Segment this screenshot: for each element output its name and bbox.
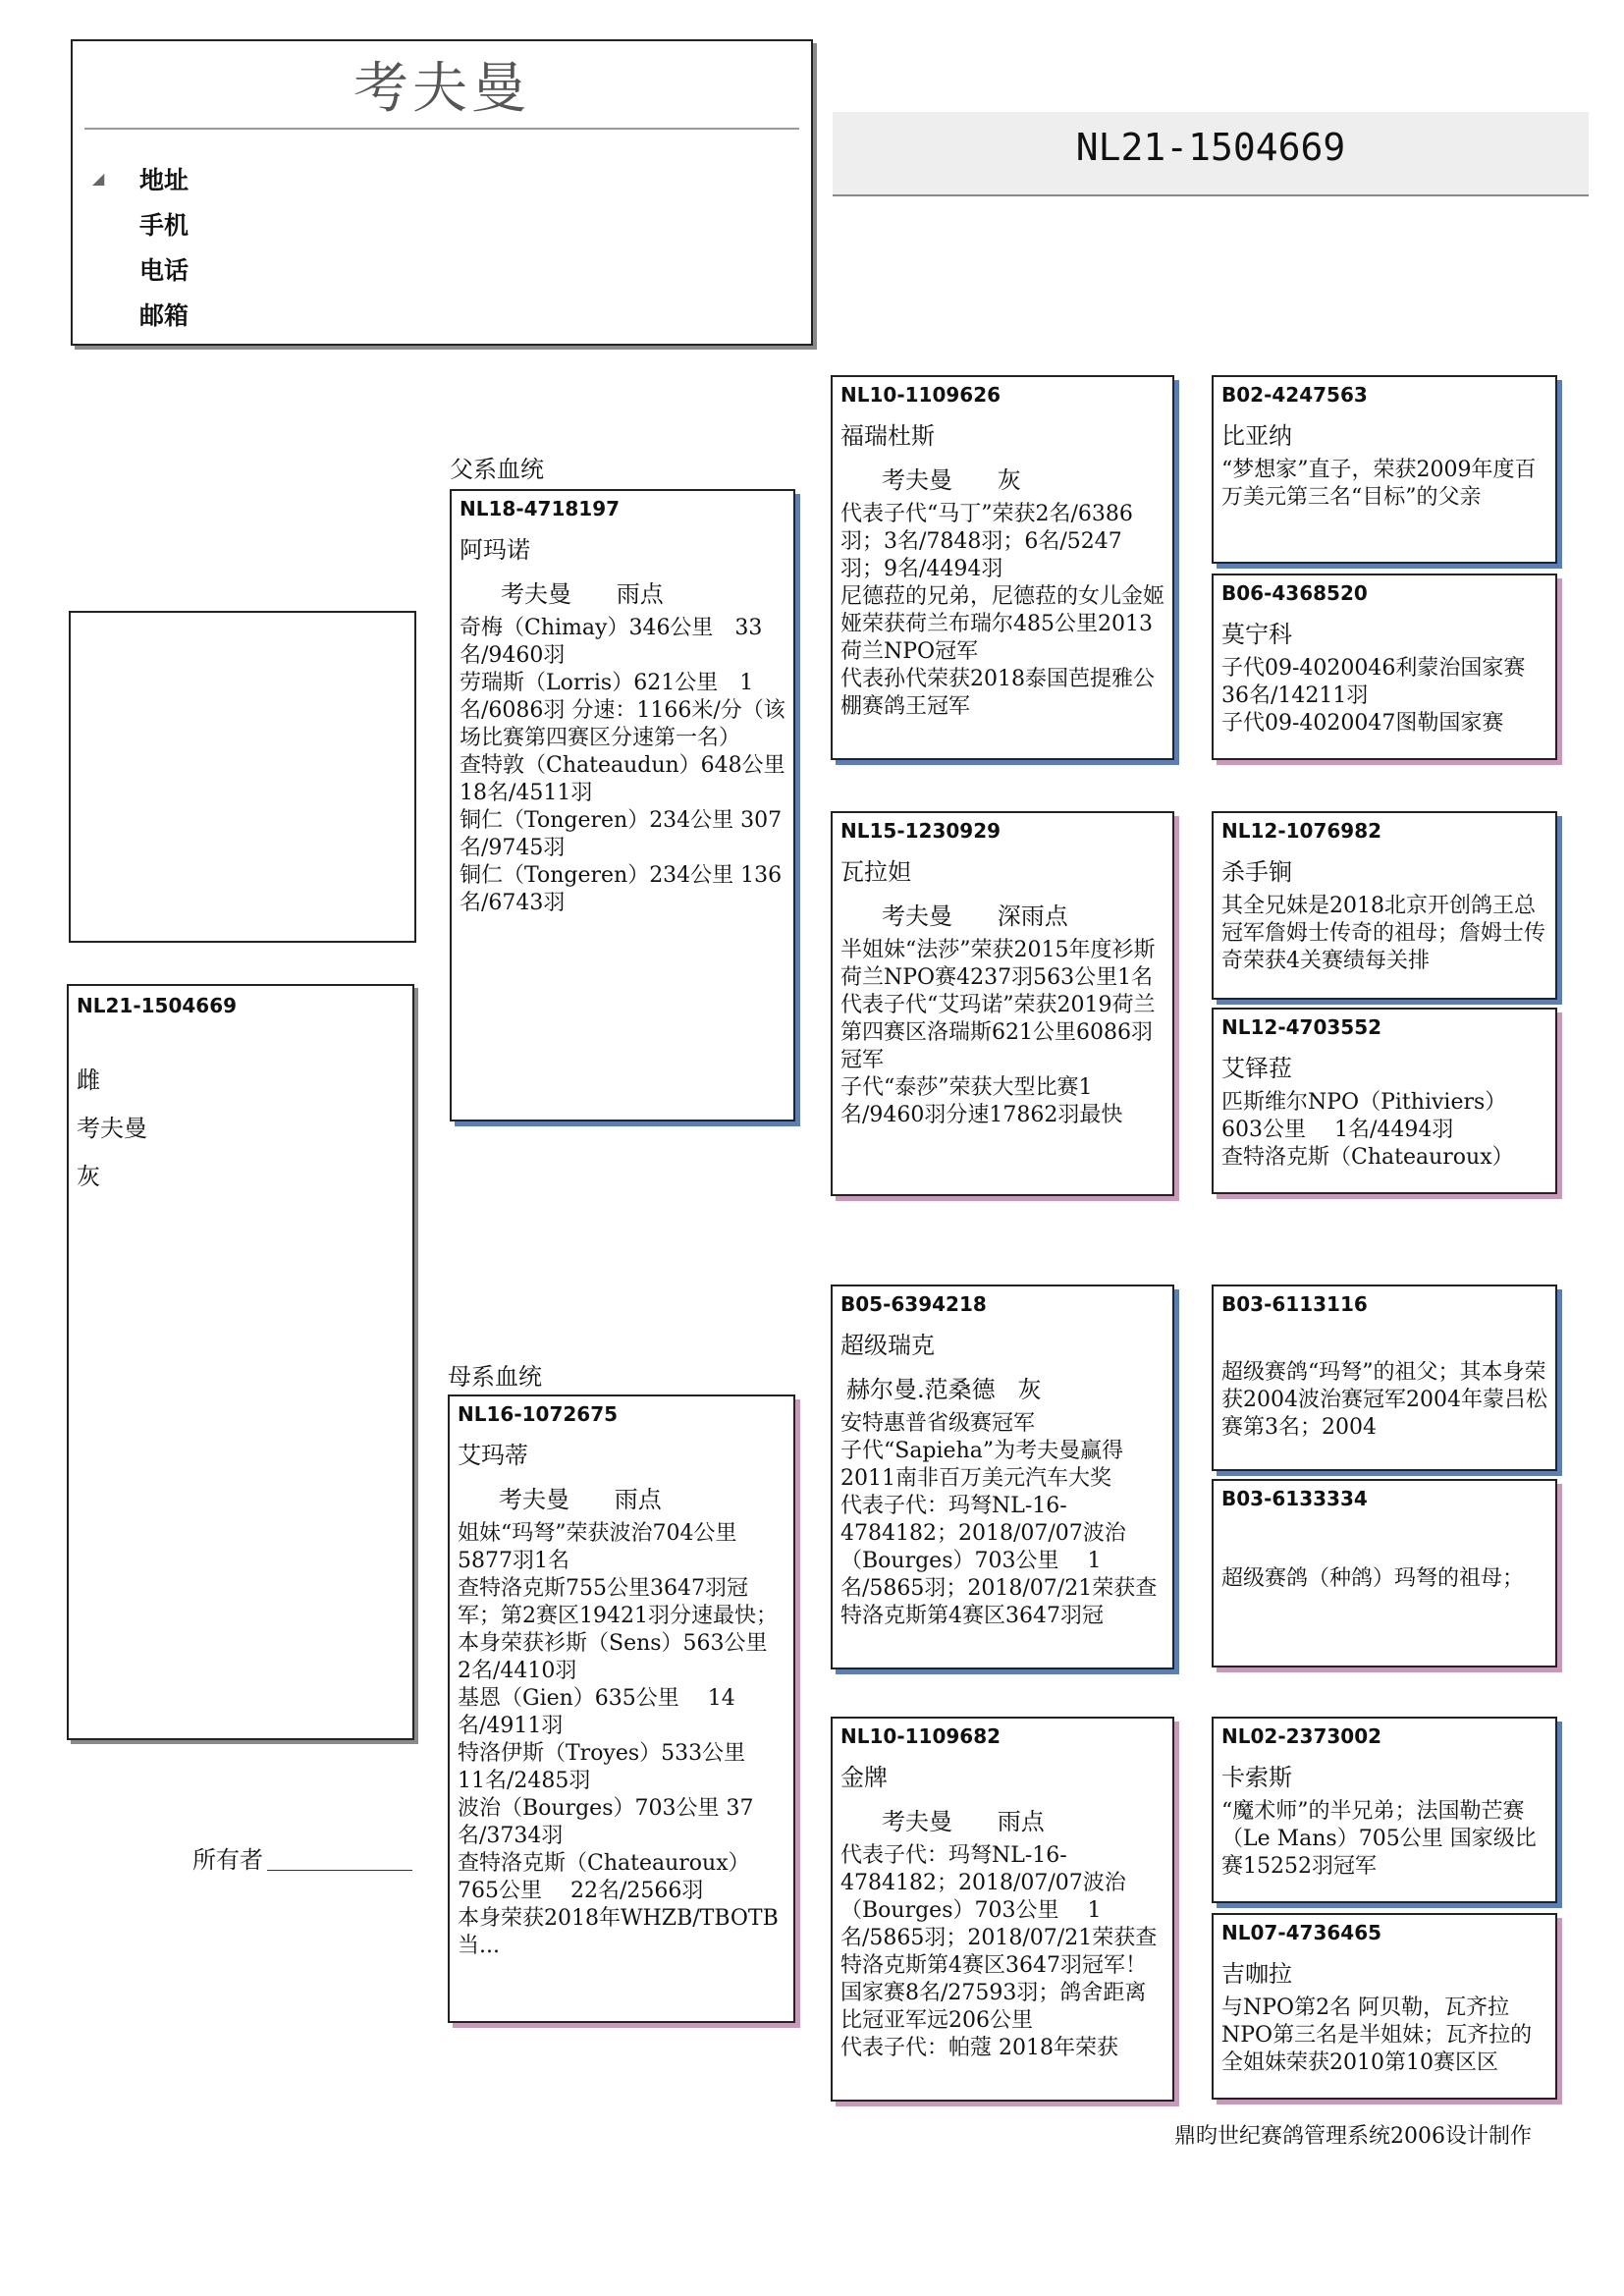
ssd-description: 子代09-4020046利蒙治国家赛36名/14211羽 子代09-4020047图勒国家赛 (1221, 656, 1526, 736)
sire-description: 奇梅（Chimay）346公里 33名/9460羽 劳瑞斯（Lorris）621公里 1名/6086羽 分速：1166米/分（该场比赛第四赛区分速第一名） 查特敦（Chateaudun）648公里 18名/4511羽 铜仁（Tongeren）234公里 307名/9745羽 铜仁（Tongeren）234公里 136名/6743羽 (460, 616, 785, 915)
loft-title: 考夫曼 (353, 57, 530, 121)
sire-dam-ring: NL15-1230929 (840, 819, 1001, 843)
subject-strain: 考夫曼 (77, 1115, 147, 1142)
dss-card (1212, 1285, 1557, 1471)
dds-description: “魔术师”的半兄弟；法国勒芒赛（Le Mans）705公里 国家级比赛15252羽冠军 (1221, 1799, 1537, 1879)
sds-description: 其全兄妹是2018北京开创鸽王总冠军詹姆士传奇的祖母；詹姆士传奇荣获4关赛绩每关排 (1221, 894, 1546, 973)
sire-sire-name: 福瑞杜斯 (840, 422, 935, 450)
sire-dam-strain-color: 考夫曼 深雨点 (882, 902, 1068, 930)
dam-sire-ring: B05-6394218 (840, 1292, 987, 1316)
sire-dam-description: 半姐妹“法莎”荣获2015年度衫斯荷兰NPO赛4237羽563公里1名 代表子代“艾玛诺”荣获2019荷兰第四赛区洛瑞斯621公里6086羽冠军 子代“泰莎”荣获大型比赛1名/9460羽分速17862羽最快 (840, 938, 1156, 1127)
sss-name: 比亚纳 (1221, 422, 1292, 450)
sire-name: 阿玛诺 (460, 536, 530, 564)
sire-sire-ring: NL10-1109626 (840, 383, 1001, 407)
dss-ring: B03-6113116 (1221, 1292, 1368, 1316)
sire-card (450, 489, 795, 1121)
sire-dam-card (831, 811, 1174, 1196)
sire-line-label: 父系血统 (450, 456, 544, 483)
subject-color: 灰 (77, 1163, 100, 1190)
contact-phone-label: 电话 (139, 256, 189, 285)
ddd-name: 吉咖拉 (1221, 1960, 1292, 1988)
contact-address-label: 地址 (139, 166, 189, 194)
footer-credit: 鼎昀世纪赛鸽管理系统2006设计制作 (1174, 2124, 1532, 2149)
pigeon-id: NL21-1504669 (1075, 126, 1346, 169)
dsd-description: 超级赛鸽（种鸽）玛弩的祖母； (1221, 1566, 1525, 1591)
dam-dam-card (831, 1717, 1174, 2102)
dam-dam-ring: NL10-1109682 (840, 1724, 1001, 1748)
dss-description: 超级赛鸽“玛弩”的祖父；其本身荣获2004波治赛冠军2004年蒙吕松赛第3名；2004 (1221, 1360, 1547, 1440)
pointer-icon: ◢ (92, 169, 105, 188)
sdd-card (1212, 1008, 1557, 1194)
sdd-ring: NL12-4703552 (1221, 1015, 1382, 1039)
dds-card (1212, 1717, 1557, 1903)
sss-ring: B02-4247563 (1221, 383, 1368, 407)
sire-sire-description: 代表子代“马丁”荣获2名/6386羽；3名/7848羽；6名/5247羽；9名/4494羽 尼德菈的兄弟，尼德菈的女儿金姬娅荣获荷兰布瑞尔485公里2013荷兰NPO冠军 代表孙代荣获2018泰国芭提雅公棚赛鸽王冠军 (840, 502, 1165, 719)
sss-card (1212, 375, 1557, 564)
dam-sire-card (831, 1285, 1174, 1669)
dam-dam-description: 代表子代：玛弩NL-16-4784182；2018/07/07波治（Bourges）703公里 1名/5865羽；2018/07/21荣获查特洛克斯第4赛区3647羽冠军！国家赛8名/27593羽；鸽舍距离比冠亚军远206公里 代表子代：帕蔻 2018年荣获 (840, 1843, 1158, 2060)
subject-sex: 雌 (77, 1066, 100, 1094)
dss-name (1214, 1316, 1555, 1353)
dds-ring: NL02-2373002 (1221, 1724, 1382, 1748)
dam-line-label: 母系血统 (448, 1363, 542, 1391)
sire-sire-strain-color: 考夫曼 灰 (882, 466, 1021, 494)
dam-sire-description: 安特惠普省级赛冠军 子代“Sapieha”为考夫曼赢得2011南非百万美元汽车大奖 代表子代：玛弩NL-16-4784182；2018/07/07波治（Bourges）703公里 1名/5865羽；2018/07/21荣获查特洛克斯第4赛区3647羽冠 (840, 1411, 1158, 1628)
dam-description: 姐妹“玛弩”荣获波治704公里5877羽1名 查特洛克斯755公里3647羽冠军；第2赛区19421羽分速最快； 本身荣获衫斯（Sens）563公里 2名/4410羽 基恩（Gien）635公里 14名/4911羽 特洛伊斯（Troyes）533公里 11名/2485羽 波治（Bourges）703公里 37名/3734羽 查特洛克斯（Chateauroux）765公里 22名/2566羽 本身荣获2018年WHZB/TBOTB当... (458, 1521, 779, 1958)
owner-signature-line (267, 1870, 412, 1871)
sdd-name: 艾铎菈 (1221, 1055, 1292, 1082)
sds-name: 杀手锏 (1221, 858, 1292, 886)
dam-sire-name: 超级瑞克 (840, 1332, 935, 1359)
ssd-name: 莫宁科 (1221, 621, 1292, 648)
subject-ring: NL21-1504669 (77, 994, 238, 1017)
dam-dam-name: 金牌 (840, 1764, 888, 1791)
dsd-ring: B03-6133334 (1221, 1487, 1368, 1510)
ddd-ring: NL07-4736465 (1221, 1921, 1382, 1944)
pigeon-id-panel (833, 112, 1589, 194)
sire-sire-card (831, 375, 1174, 760)
dam-sire-strain-color: 赫尔曼.范桑德 灰 (846, 1376, 1042, 1403)
contact-mobile-label: 手机 (139, 211, 189, 240)
sds-ring: NL12-1076982 (1221, 819, 1382, 843)
sds-card (1212, 811, 1557, 1000)
dam-name: 艾玛蒂 (458, 1442, 528, 1469)
dds-name: 卡索斯 (1221, 1764, 1292, 1791)
contact-email-label: 邮箱 (139, 301, 189, 330)
sire-strain-color: 考夫曼 雨点 (501, 580, 664, 608)
dsd-name (1214, 1510, 1555, 1559)
ssd-ring: B06-4368520 (1221, 581, 1368, 605)
dsd-card (1212, 1479, 1557, 1667)
owner-label: 所有者 (192, 1846, 263, 1874)
ddd-description: 与NPO第2名 阿贝勒，瓦齐拉NPO第三名是半姐妹；瓦齐拉的全姐妹荣获2010第10赛区区 (1221, 1995, 1533, 2075)
dam-card (448, 1394, 795, 2023)
dam-strain-color: 考夫曼 雨点 (499, 1486, 662, 1513)
photo-frame (69, 611, 416, 943)
sire-dam-name: 瓦拉妲 (840, 858, 911, 886)
sdd-description: 匹斯维尔NPO（Pithiviers）603公里 1名/4494羽 查特洛克斯（Chateauroux） (1221, 1090, 1514, 1170)
owner-header-box (71, 39, 813, 346)
header-divider (84, 128, 799, 130)
dam-ring: NL16-1072675 (458, 1402, 619, 1426)
ssd-card (1212, 574, 1557, 760)
ddd-card (1212, 1913, 1557, 2100)
subject-card (67, 984, 414, 1740)
sss-description: “梦想家”直子，荣获2009年度百万美元第三名“目标”的父亲 (1221, 458, 1537, 510)
dam-dam-strain-color: 考夫曼 雨点 (882, 1808, 1045, 1835)
pigeon-id-divider (833, 194, 1589, 196)
sire-ring: NL18-4718197 (460, 497, 621, 520)
